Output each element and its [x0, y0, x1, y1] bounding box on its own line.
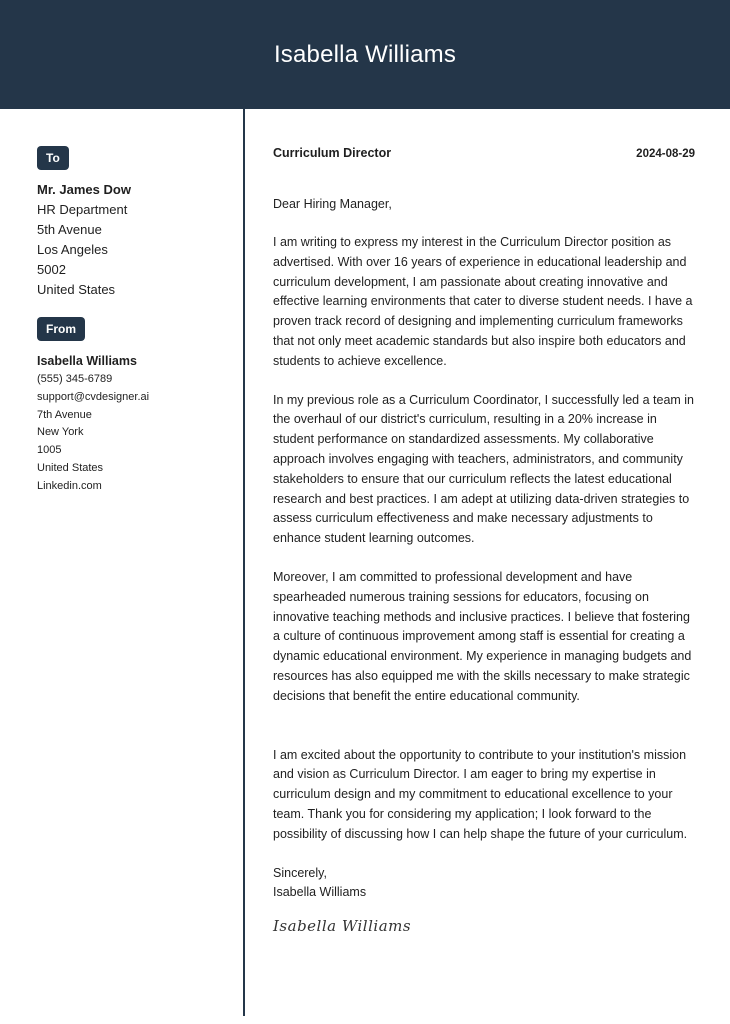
recipient-name: Mr. James Dow	[37, 182, 131, 197]
sidebar	[37, 146, 237, 496]
to-badge: To	[37, 146, 69, 170]
recipient-street: 5th Avenue	[37, 222, 102, 237]
paragraph-development: Moreover, I am committed to professional development and have spearheaded numerous training sessions for educators, focusing on innovative teaching methods and inclusive practices. I believe that fostering a culture of continuous improvement among staff is essential for creating a dynamic educational environment. My experience in managing budgets and resources has also equipped me with the skills necessary to make strategic decisions that benefit the entire educational community.	[273, 569, 692, 703]
recipient-block	[37, 180, 237, 300]
closing-name: Isabella Williams	[273, 885, 367, 900]
sender-email: support@cvdesigner.ai	[37, 390, 150, 403]
from-badge: From	[37, 317, 85, 341]
column-divider	[243, 109, 245, 1016]
sender-zip: 1005	[37, 444, 62, 457]
recipient-department: HR Department	[37, 202, 128, 217]
paragraph-intro: I am writing to express my interest in the Curriculum Director position as advertised. With over 16 years of experience in educational leadership and curriculum development, I am passionate about creating innovative and effective learning environments that cater to diverse student needs. I have a proven track record of designing and implementing curriculum frameworks that not only meet academic standards but also inspire both educators and students to achieve excellence.	[273, 235, 693, 368]
signature: Isabella Williams	[273, 917, 412, 936]
header-banner	[0, 0, 730, 109]
sender-country: United States	[37, 461, 104, 474]
letter-body	[273, 146, 695, 935]
paragraph-experience: In my previous role as a Curriculum Coordinator, I successfully led a team in the overhaul of our district's curriculum, resulting in a 20% increase in student performance on standardized assessments. My collaborative approach involves engaging with teachers, administrators, and community stakeholders to ensure that our curriculum reflects the latest educational research and best practices. I am adept at utilizing data-driven strategies to assess curriculum effectiveness and make necessary adjustments to enhance student learning outcomes.	[273, 392, 695, 546]
letter-topline	[273, 146, 695, 166]
sender-street: 7th Avenue	[37, 408, 92, 421]
sender-name: Isabella Williams	[37, 354, 137, 368]
letter-date: 2024-08-29	[636, 148, 695, 160]
closing-salutation: Sincerely,	[273, 865, 327, 880]
closing-block	[273, 864, 695, 904]
greeting: Dear Hiring Manager,	[273, 197, 392, 211]
sender-linkedin: Linkedin.com	[37, 479, 102, 492]
recipient-zip: 5002	[37, 262, 66, 277]
applicant-name: Isabella Williams	[273, 40, 457, 68]
recipient-country: United States	[37, 282, 116, 297]
paragraph-closing: I am excited about the opportunity to contribute to your institution's mission and vision as Curriculum Director. I am eager to bring my expertise in curriculum design and my commitment to educational excellence to your team. Thank you for considering my application; I look forward to the possibility of discussing how I can help shape the future of your curriculum.	[273, 747, 688, 841]
sender-phone: (555) 345-6789	[37, 373, 113, 385]
recipient-city: Los Angeles	[37, 242, 108, 257]
position-title: Curriculum Director	[273, 146, 392, 160]
sender-city: New York	[37, 426, 84, 439]
sender-block	[37, 351, 237, 496]
